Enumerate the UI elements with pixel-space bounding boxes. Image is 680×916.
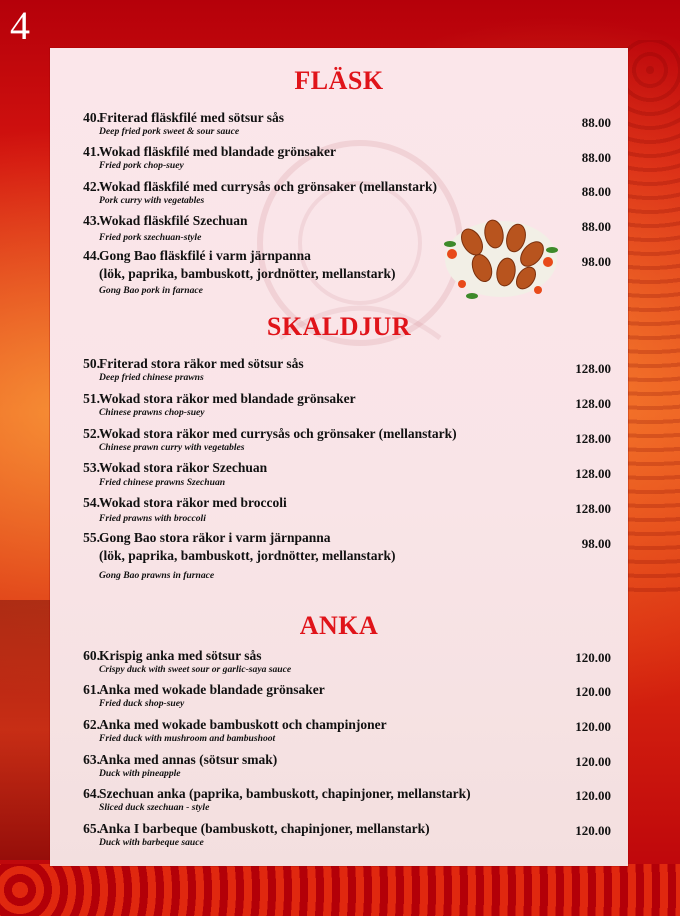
item-description: Fried pork szechuan-style <box>99 232 202 243</box>
item-name-detail: (lök, paprika, bambuskott, jordnötter, mellanstark) <box>99 266 396 281</box>
page-number: 4 <box>10 3 30 48</box>
item-number: 60. <box>83 648 100 663</box>
item-name: Wokad stora räkor med currysås och grönsaker (mellanstark) <box>99 426 457 441</box>
item-description: Fried prawns with broccoli <box>99 513 206 524</box>
item-description: Crispy duck with sweet sour or garlic-saya sauce <box>99 664 292 675</box>
item-price: 120.00 <box>575 684 611 699</box>
item-number: 41. <box>83 144 100 159</box>
item-name: Krispig anka med sötsur sås <box>99 648 262 663</box>
item-name: Gong Bao stora räkor i varm järnpanna <box>99 530 331 545</box>
item-price: 128.00 <box>575 361 611 376</box>
item-name: Friterad fläskfilé med sötsur sås <box>99 110 284 125</box>
item-price: 88.00 <box>581 219 611 234</box>
item-number: 40. <box>83 110 100 125</box>
item-price: 120.00 <box>575 719 611 734</box>
decorative-bottom-band <box>0 864 680 916</box>
item-name: Gong Bao fläskfilé i varm järnpanna <box>99 248 311 263</box>
item-price: 128.00 <box>575 501 611 516</box>
item-price: 98.00 <box>581 536 611 551</box>
item-description: Fried pork chop-suey <box>99 160 184 171</box>
item-number: 44. <box>83 248 100 263</box>
item-name: Anka med annas (sötsur smak) <box>99 752 278 767</box>
item-name: Anka I barbeque (bambuskott, chapinjoner, mellanstark) <box>99 821 430 836</box>
item-description: Duck with pineapple <box>99 768 181 779</box>
menu-panel <box>50 48 628 866</box>
item-name-detail: (lök, paprika, bambuskott, jordnötter, mellanstark) <box>99 548 396 563</box>
item-price: 88.00 <box>581 184 611 199</box>
item-name: Wokad fläskfilé Szechuan <box>99 213 248 228</box>
section-title-anka: ANKA <box>299 611 379 640</box>
item-number: 52. <box>83 426 100 441</box>
item-description: Fried chinese prawns Szechuan <box>99 477 226 488</box>
item-description: Sliced duck szechuan - style <box>99 802 210 813</box>
item-price: 120.00 <box>575 650 611 665</box>
item-number: 64. <box>83 786 100 801</box>
item-number: 54. <box>83 495 100 510</box>
decorative-pagoda-left <box>0 600 50 860</box>
decorative-pattern-right <box>620 40 680 600</box>
section-title-skaldjur: SKALDJUR <box>266 312 412 341</box>
item-number: 65. <box>83 821 100 836</box>
item-description: Duck with barbeque sauce <box>99 837 204 848</box>
section-title-flask: FLÄSK <box>294 66 384 95</box>
item-description: Deep fried pork sweet & sour sauce <box>99 126 240 137</box>
item-number: 42. <box>83 179 100 194</box>
item-price: 88.00 <box>581 150 611 165</box>
item-description: Gong Bao pork in farnace <box>99 285 203 296</box>
item-number: 55. <box>83 530 100 545</box>
item-name: Wokad stora räkor med broccoli <box>99 495 287 510</box>
item-price: 128.00 <box>575 431 611 446</box>
item-description: Pork curry with vegetables <box>99 195 205 206</box>
item-description: Fried duck shop-suey <box>99 698 185 709</box>
item-price: 120.00 <box>575 823 611 838</box>
item-price: 120.00 <box>575 788 611 803</box>
item-description: Gong Bao prawns in furnace <box>99 570 215 581</box>
item-number: 51. <box>83 391 100 406</box>
item-name: Szechuan anka (paprika, bambuskott, chapinjoner, mellanstark) <box>99 786 471 801</box>
item-name: Wokad fläskfilé med blandade grönsaker <box>99 144 337 159</box>
item-description: Chinese prawn curry with vegetables <box>99 442 245 453</box>
item-description: Deep fried chinese prawns <box>99 372 204 383</box>
item-price: 128.00 <box>575 396 611 411</box>
item-number: 63. <box>83 752 100 767</box>
item-price: 120.00 <box>575 754 611 769</box>
item-name: Wokad fläskfilé med currysås och grönsaker (mellanstark) <box>99 179 437 194</box>
item-number: 53. <box>83 460 100 475</box>
item-description: Chinese prawns chop-suey <box>99 407 205 418</box>
item-number: 62. <box>83 717 100 732</box>
item-name: Friterad stora räkor med sötsur sås <box>99 356 304 371</box>
item-price: 98.00 <box>581 254 611 269</box>
item-name: Wokad stora räkor med blandade grönsaker <box>99 391 356 406</box>
item-number: 50. <box>83 356 100 371</box>
item-number: 43. <box>83 213 100 228</box>
item-name: Anka med wokade bambuskott och champinjoner <box>99 717 387 732</box>
item-name: Anka med wokade blandade grönsaker <box>99 682 325 697</box>
item-name: Wokad stora räkor Szechuan <box>99 460 268 475</box>
item-price: 128.00 <box>575 466 611 481</box>
item-number: 61. <box>83 682 100 697</box>
dish-photo <box>442 204 560 304</box>
item-price: 88.00 <box>581 115 611 130</box>
item-description: Fried duck with mushroom and bambushoot <box>99 733 276 744</box>
